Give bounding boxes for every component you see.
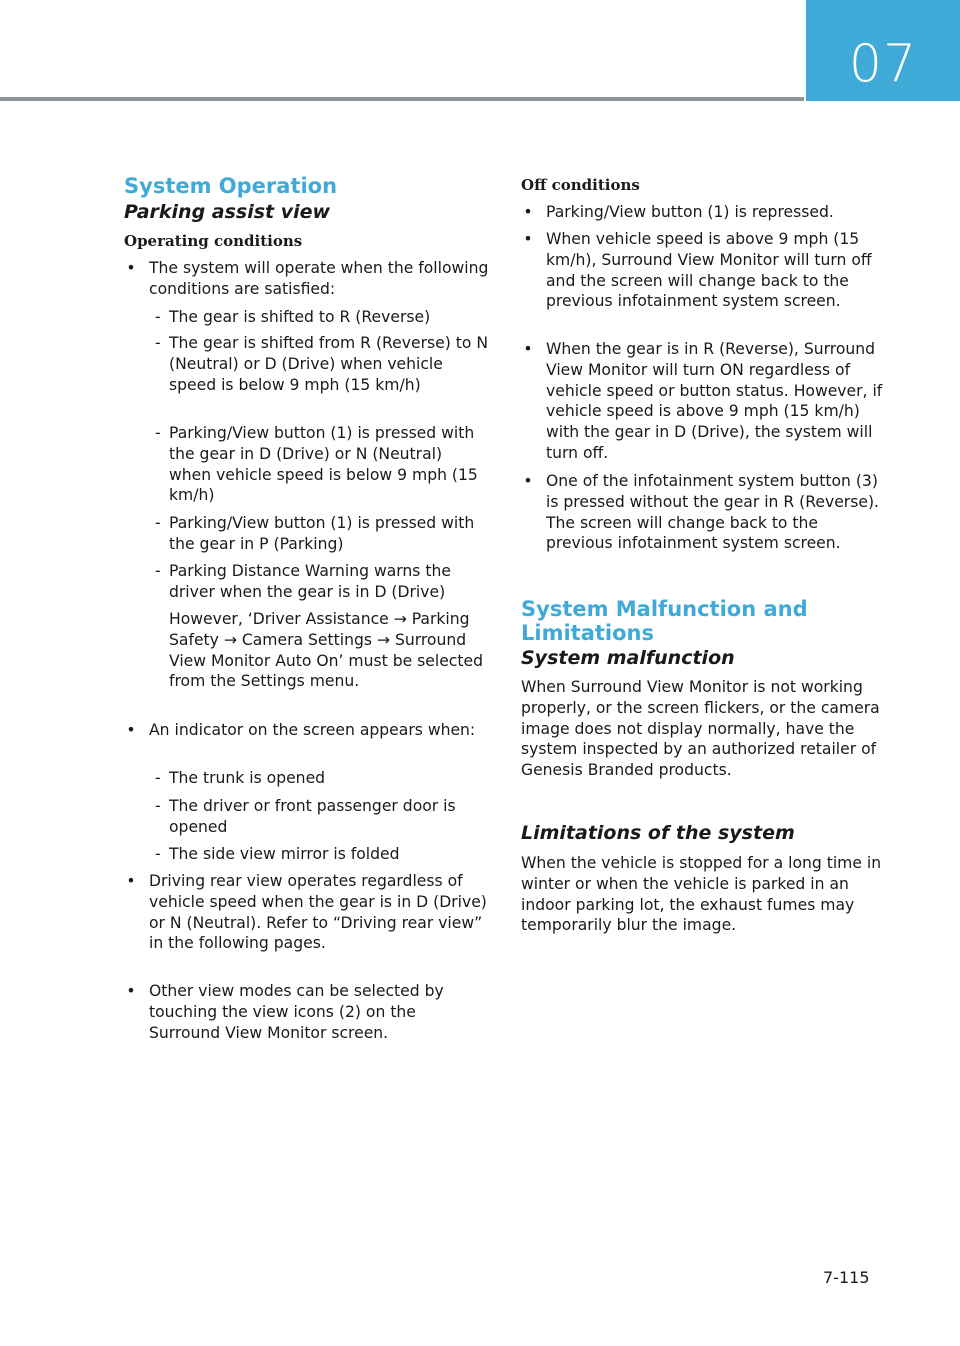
bullet-icon: •	[126, 259, 136, 277]
list-item: - Parking/View button (1) is pressed with the gear in D (Drive) or N (Neutral) when vehicle speed is below 9 mph (15 km/h)	[155, 424, 478, 505]
subsection-title-parking-assist-view: Parking assist view	[124, 201, 331, 223]
list-item: - Parking/View button (1) is pressed with the gear in P (Parking)	[155, 514, 475, 553]
list-item: - The trunk is opened	[155, 769, 326, 787]
section-title-malfunction-limitations: System Malfunction and Limitations	[521, 597, 808, 645]
bullet-icon: •	[126, 982, 136, 1000]
list-item: - The side view mirror is folded	[155, 845, 400, 863]
limitations-text: When the vehicle is stopped for a long time in winter or when the vehicle is parked in an indoor parking lot, the exhaust fumes may temporarily blur the image.	[521, 854, 882, 935]
bullet-icon: •	[126, 721, 136, 739]
dash-icon: -	[155, 562, 161, 580]
dash-icon: -	[155, 308, 161, 326]
dash-icon: -	[155, 769, 161, 787]
list-item: • An indicator on the screen appears when:	[149, 720, 489, 741]
dash-icon: -	[155, 334, 161, 352]
list-item: • The system will operate when the following conditions are satisfied:	[149, 258, 489, 300]
bullet-icon: •	[523, 230, 533, 248]
page-number: 7-115	[823, 1268, 870, 1287]
chapter-tab	[806, 0, 960, 101]
dash-icon: -	[155, 514, 161, 532]
malfunction-text: When Surround View Monitor is not working properly, or the screen flickers, or the camera image does not display normally, have the system inspected by an authorized retailer of Genesis Branded products.	[521, 678, 880, 780]
bullet-icon: •	[523, 340, 533, 358]
settings-note: However, ‘Driver Assistance → Parking Safety → Camera Settings → Surround View Monitor Auto On’ must be selected from the Settings menu.	[169, 610, 483, 691]
list-item: - The gear is shifted from R (Reverse) to N (Neutral) or D (Drive) when vehicle speed is below 9 mph (15 km/h)	[155, 334, 489, 394]
list-item: • When the gear is in R (Reverse), Surround View Monitor will turn ON regardless of vehicle speed or button status. However, if vehicle speed is above 9 mph (15 km/h) with the gear in D (Drive), the system will turn off.	[546, 339, 886, 464]
header-rule	[0, 97, 804, 101]
subsection-title-limitations: Limitations of the system	[521, 822, 795, 844]
dash-icon: -	[155, 424, 161, 442]
list-item: • When vehicle speed is above 9 mph (15 km/h), Surround View Monitor will turn off and the screen will change back to the previous infotainment system screen.	[546, 229, 886, 312]
bullet-icon: •	[523, 472, 533, 490]
list-item: - Parking Distance Warning warns the driver when the gear is in D (Drive)	[155, 562, 451, 601]
off-conditions-title: Off conditions	[521, 176, 640, 194]
dash-icon: -	[155, 845, 161, 863]
chapter-number: 07	[848, 34, 918, 94]
list-item: • Driving rear view operates regardless of vehicle speed when the gear is in D (Drive) or N (Neutral). Refer to “Driving rear view” in the following pages.	[149, 871, 489, 954]
list-item: • Other view modes can be selected by touching the view icons (2) on the Surround View Monitor screen.	[149, 981, 489, 1043]
list-item: • Parking/View button (1) is repressed.	[546, 202, 886, 223]
dash-icon: -	[155, 797, 161, 815]
section-title-system-operation: System Operation	[124, 174, 338, 198]
bullet-icon: •	[523, 203, 533, 221]
list-item: - The driver or front passenger door is opened	[155, 797, 456, 836]
bullet-icon: •	[126, 872, 136, 890]
subsection-title-system-malfunction: System malfunction	[521, 647, 735, 669]
operating-conditions-title: Operating conditions	[124, 232, 303, 250]
list-item: - The gear is shifted to R (Reverse)	[155, 308, 431, 326]
list-item: • One of the infotainment system button (3) is pressed without the gear in R (Reverse). The screen will change back to the previous infotainment system screen.	[546, 471, 886, 554]
